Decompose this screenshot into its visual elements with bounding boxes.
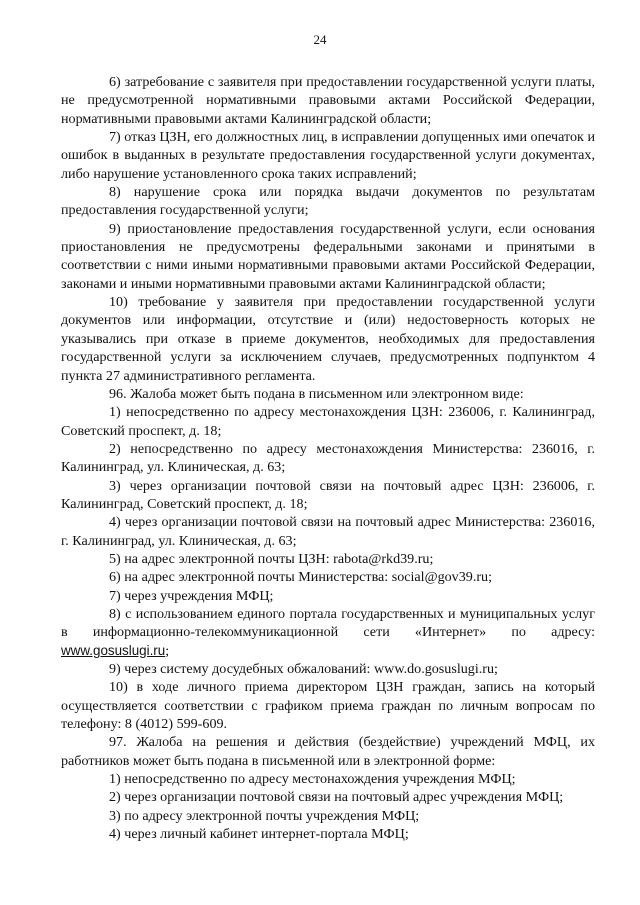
paragraph: 10) в ходе личного приема директором ЦЗН граждан, запись на который осуществляется соответствии с графиком приема граждан по личным вопросам по телефону: 8 (4012) 599-609. [61, 679, 595, 733]
portal-text: 8) с использованием единого портала государственных и муниципальных услуг в информационно-телекоммуникационной сети «Интернет» по адресу: [61, 605, 595, 641]
paragraph: 10) требование у заявителя при предоставлении государственной услуги документов или информации, отсутствие и (или) недостоверность которых не указывались при отказе в приеме документов, необходимых для предоставления государственной услуги за исключением случаев, предусмотренных подпунктом 4 пункта 27 административного регламента. [61, 294, 595, 384]
paragraph: 96. Жалоба может быть подана в письменном или электронном виде: [109, 385, 524, 402]
paragraph: 3) через организации почтовой связи на почтовый адрес ЦЗН: 236006, г. Калининград, Советский проспект, д. 18; [61, 477, 595, 512]
portal-text-end: ; [165, 642, 170, 659]
paragraph: 4) через личный кабинет интернет-портала МФЦ; [109, 826, 409, 843]
page-number: 24 [313, 32, 327, 47]
paragraph: 7) через учреждения МФЦ; [109, 587, 274, 604]
paragraph: 2) непосредственно по адресу местонахождения Министерства: 236016, г. Калининград, ул. Клиническая, д. 63; [61, 440, 595, 476]
paragraph: 97. Жалоба на решения и действия (бездействие) учреждений МФЦ, их работников может быть подана в письменной или в электронной форме: [61, 734, 595, 769]
paragraph: 9) через систему досудебных обжалований: www.do.gosuslugi.ru; [109, 661, 498, 677]
paragraph-portal [61, 605, 595, 660]
paragraph: 1) непосредственно по адресу местонахождения учреждения МФЦ; [109, 771, 516, 788]
paragraph: 6) затребование с заявителя при предоставлении государственной услуги платы, не предусмотренной нормативными правовыми актами Российской Федерации, нормативными правовыми актами Калининградской области; [61, 74, 595, 127]
paragraph: 2) через организации почтовой связи на почтовый адрес учреждения МФЦ; [109, 789, 564, 806]
paragraph: 6) на адрес электронной почты Министерства: social@gov39.ru; [109, 569, 492, 586]
paragraph: 3) по адресу электронной почты учреждения МФЦ; [109, 807, 420, 824]
paragraph: 7) отказ ЦЗН, его должностных лиц, в исправлении допущенных ими опечаток и ошибок в выданных в результате предоставления государственной услуги документах, либо нарушение установленного срока таких исправлений; [61, 129, 595, 182]
paragraph: 9) приостановление предоставления государственной услуги, если основания приостановления не предусмотрены федеральными законами и принятыми в соответствии с ними иными нормативными правовыми актами Российской Федерации, законами и иными нормативными правовыми актами Калининградской области; [61, 220, 595, 292]
paragraph: 5) на адрес электронной почты ЦЗН: rabota@rkd39.ru; [109, 550, 434, 567]
paragraph: 8) нарушение срока или порядка выдачи документов по результатам предоставления государственной услуги; [61, 184, 595, 219]
document-body [61, 73, 595, 843]
gosuslugi-link[interactable]: www.gosuslugi.ru [61, 642, 166, 658]
paragraph: 4) через организации почтовой связи на почтовый адрес Министерства: 236016, г. Калининград, ул. Клиническая, д. 63; [61, 514, 595, 549]
paragraph: 1) непосредственно по адресу местонахождения ЦЗН: 236006, г. Калининград, Советский проспект, д. 18; [61, 404, 595, 439]
